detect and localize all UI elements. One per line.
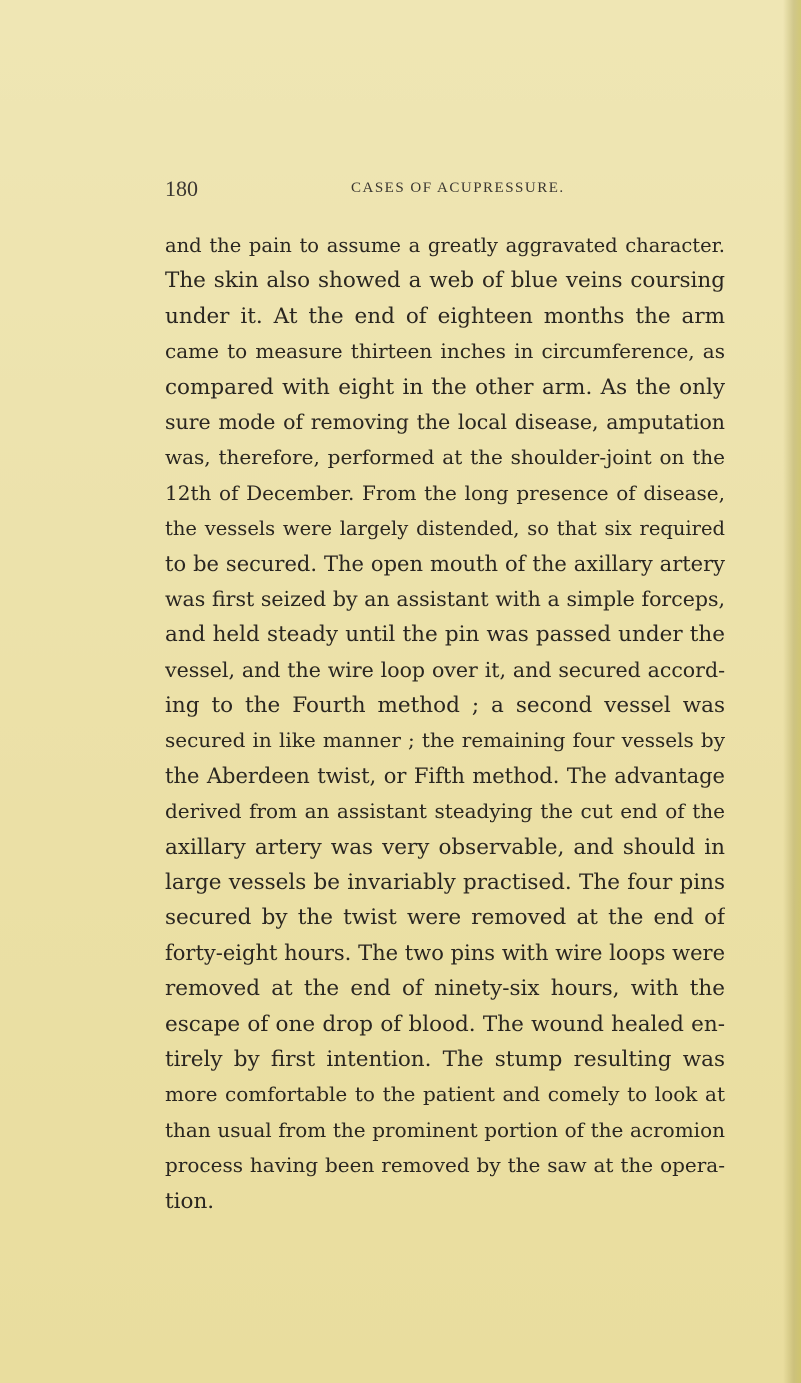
text-line: was, therefore, performed at the shoulder-joint on the [165, 445, 725, 470]
text-line: large vessels be invariably practised. The four pins [165, 870, 725, 896]
text-line: 12th of December. From the long presence of disease, [165, 480, 725, 505]
text-line: than usual from the prominent portion of the acromion [165, 1117, 725, 1142]
text-line: came to measure thirteen inches in circumference, as [165, 339, 725, 364]
text-line: tirely by first intention. The stump resulting was [165, 1046, 725, 1072]
page-header [165, 176, 725, 200]
text-line: removed at the end of ninety-six hours, with the [165, 976, 725, 1002]
text-line: process having been removed by the saw at the opera- [165, 1153, 725, 1178]
text-line: sure mode of removing the local disease, amputation [165, 409, 725, 434]
page-number: 180 [165, 176, 198, 201]
text-line: compared with eight in the other arm. As the only [165, 374, 725, 400]
body-paragraph [165, 228, 725, 1219]
text-line: and held steady until the pin was passed under the [165, 622, 725, 648]
text-line: to be secured. The open mouth of the axillary artery [165, 551, 725, 576]
text-line: forty-eight hours. The two pins with wire loops were [165, 940, 725, 965]
text-line: the Aberdeen twist, or Fifth method. The advantage [165, 763, 725, 788]
text-line: secured in like manner ; the remaining four vessels by [165, 728, 725, 753]
text-line: axillary artery was very observable, and should in [165, 834, 725, 860]
text-line: was first seized by an assistant with a simple forceps, [165, 586, 725, 611]
text-line: secured by the twist were removed at the end of [165, 905, 725, 931]
text-line: derived from an assistant steadying the cut end of the [165, 799, 725, 824]
text-line: tion. [165, 1188, 215, 1214]
text-line: vessel, and the wire loop over it, and secured accord- [165, 657, 725, 682]
text-line: the vessels were largely distended, so that six required [165, 517, 725, 541]
text-line: more comfortable to the patient and comely to look at [165, 1082, 725, 1107]
running-head: CASES OF ACUPRESSURE. [351, 180, 565, 196]
text-line: escape of one drop of blood. The wound healed en- [165, 1011, 725, 1037]
page-edge-shadow [783, 0, 801, 1383]
text-line: The skin also showed a web of blue veins coursing [165, 268, 725, 294]
text-line: ing to the Fourth method ; a second vessel was [165, 693, 725, 719]
text-line: under it. At the end of eighteen months the arm [165, 303, 725, 329]
text-line: and the pain to assume a greatly aggravated character. [165, 234, 725, 257]
